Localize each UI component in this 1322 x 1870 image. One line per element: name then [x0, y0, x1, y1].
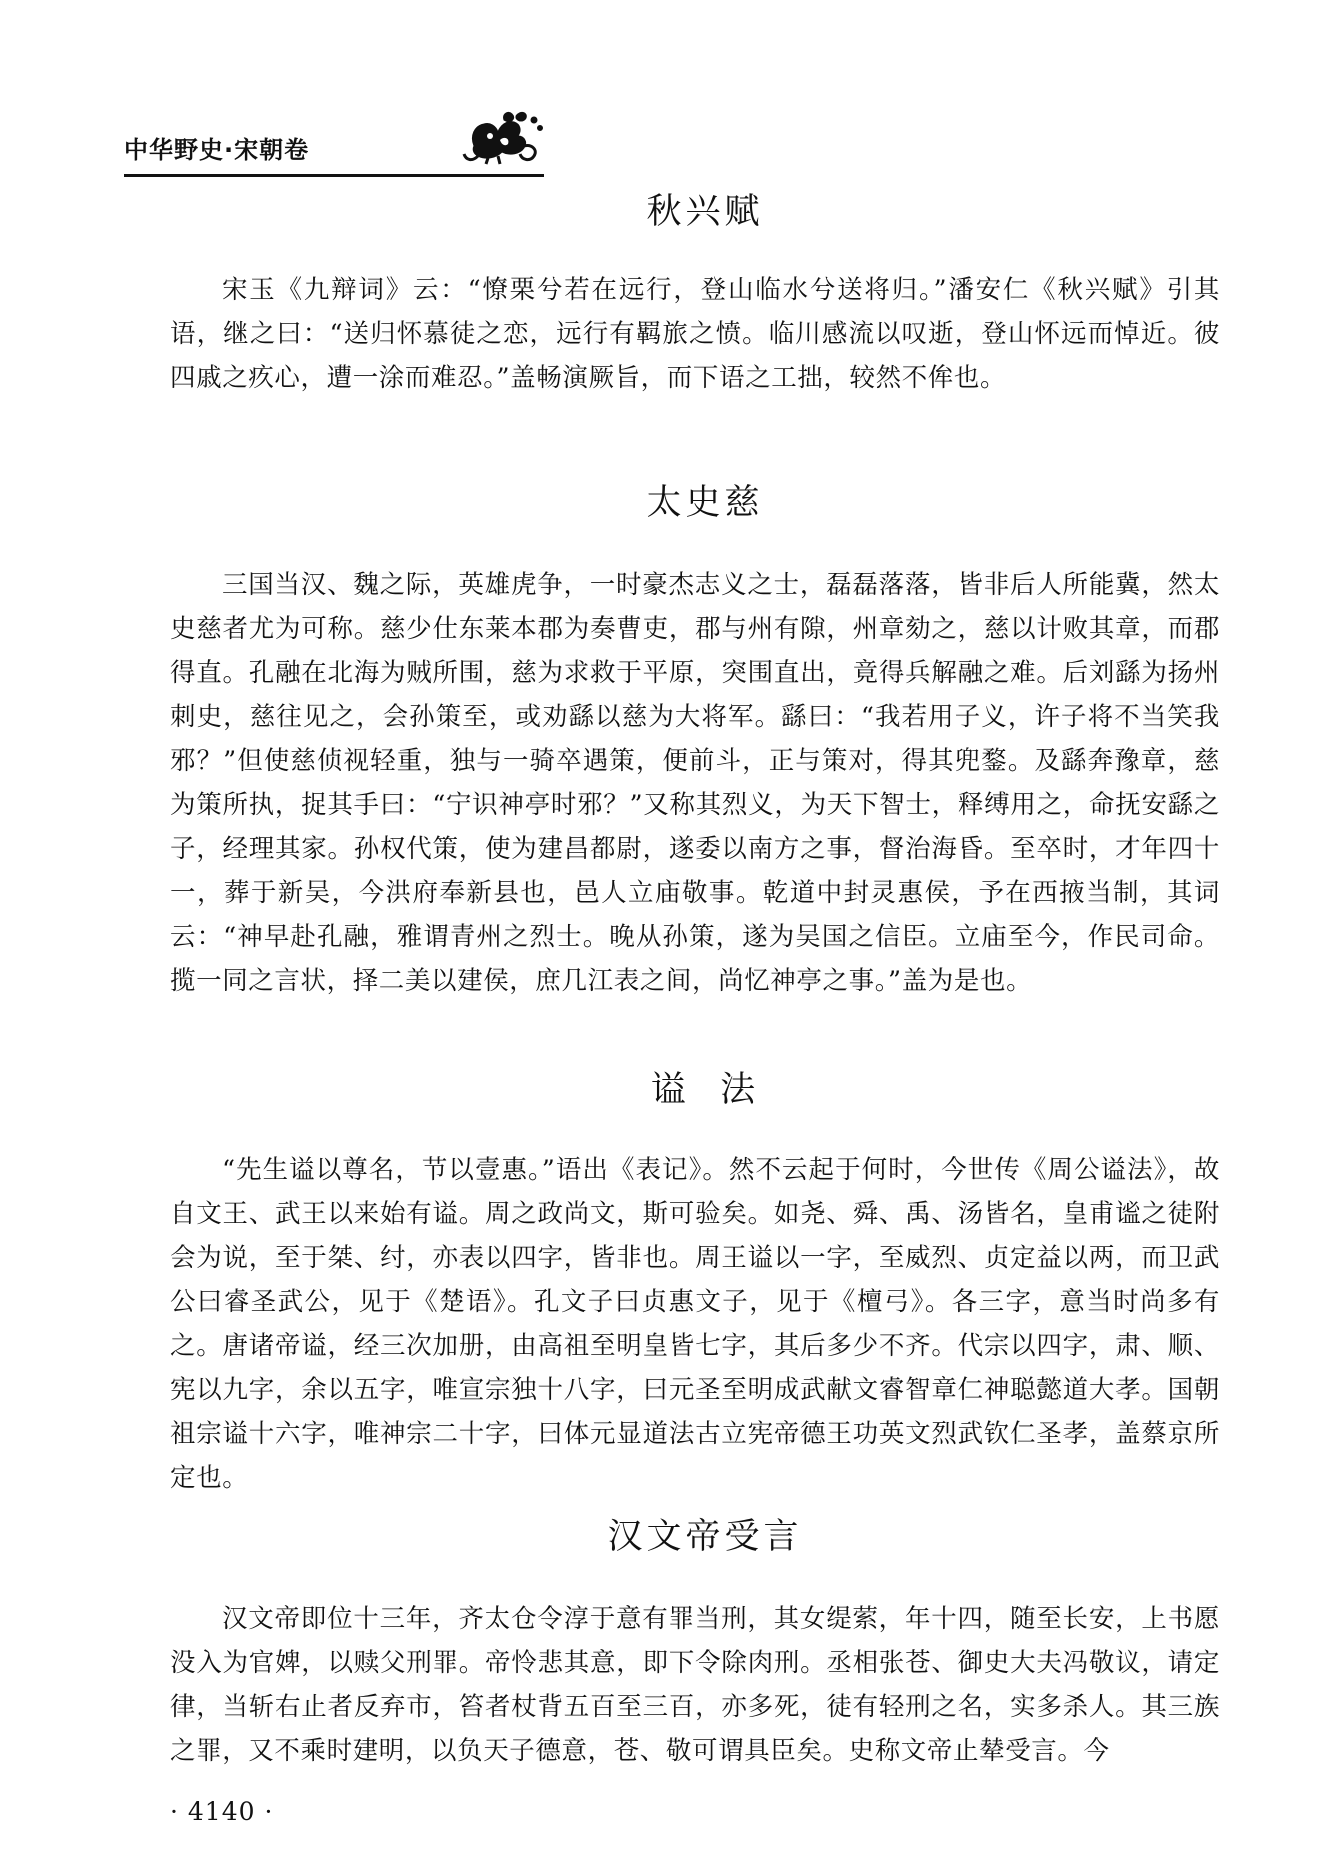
section-title: 秋兴赋: [646, 192, 764, 232]
book-title: 中华野史·宋朝卷: [124, 136, 310, 164]
section-title: 汉文帝受言: [607, 1517, 803, 1557]
section-title: 太史慈: [646, 483, 764, 523]
section-qiuxingfu: [170, 192, 1220, 400]
section-title: 谥 法: [650, 1070, 760, 1110]
paragraph: 宋玉《九辩词》云：“憭栗兮若在远行，登山临水兮送将归。”潘安仁《秋兴赋》引其语，继之曰：“送归怀慕徒之恋，远行有羁旅之愤。临川感流以叹逝，登山怀远而悼近。彼四戚之疚心，遭一涂而难忍。”盖畅演厥旨，而下语之工拙，较然不侔也。: [170, 275, 1220, 393]
paragraph: 汉文帝即位十三年，齐太仓令淳于意有罪当刑，其女缇萦，年十四，随至长安，上书愿没入为官婢，以赎父刑罪。帝怜悲其意，即下令除肉刑。丞相张苍、御史大夫冯敬议，请定律，当斩右止者反弃市，笞者杖背五百至三百，亦多死，徒有轻刑之名，实多杀人。其三族之罪，又不乘时建明，以负天子德意，苍、敬可谓具臣矣。史称文帝止辇受言。今: [170, 1604, 1220, 1766]
header-divider: [124, 174, 544, 177]
section-wendi-shouyan: [170, 1517, 1220, 1773]
running-header: [124, 106, 544, 176]
dragon-icon: [460, 106, 550, 166]
section-shifa: [170, 1070, 1220, 1500]
page-number: · 4140 ·: [170, 1797, 274, 1826]
paragraph: 三国当汉、魏之际，英雄虎争，一时豪杰志义之士，磊磊落落，皆非后人所能冀，然太史慈者尤为可称。慈少仕东莱本郡为奏曹吏，郡与州有隙，州章劾之，慈以计败其章，而郡得直。孔融在北海为贼所围，慈为求救于平原，突围直出，竟得兵解融之难。后刘繇为扬州刺史，慈往见之，会孙策至，或劝繇以慈为大将军。繇曰：“我若用子义，许子将不当笑我邪？”但使慈侦视轻重，独与一骑卒遇策，便前斗，正与策对，得其兜鍪。及繇奔豫章，慈为策所执，捉其手曰：“宁识神亭时邪？”又称其烈义，为天下智士，释缚用之，命抚安繇之子，经理其家。孙权代策，使为建昌都尉，遂委以南方之事，督治海昏。至卒时，才年四十一，葬于新吴，今洪府奉新县也，邑人立庙敬事。乾道中封灵惠侯，予在西掖当制，其词云：“神早赴孔融，雅谓青州之烈士。晚从孙策，遂为吴国之信臣。立庙至今，作民司命。揽一同之言状，择二美以建侯，庶几江表之间，尚忆神亭之事。”盖为是也。: [170, 570, 1220, 996]
paragraph: “先生谥以尊名，节以壹惠。”语出《表记》。然不云起于何时，今世传《周公谥法》，故自文王、武王以来始有谥。周之政尚文，斯可验矣。如尧、舜、禹、汤皆名，皇甫谧之徒附会为说，至于桀、纣，亦表以四字，皆非也。周王谥以一字，至威烈、贞定益以两，而卫武公曰睿圣武公，见于《楚语》。孔文子曰贞惠文子，见于《檀弓》。各三字，意当时尚多有之。唐诸帝谥，经三次加册，由高祖至明皇皆七字，其后多少不齐。代宗以四字，肃、顺、宪以九字，余以五字，唯宣宗独十八字，曰元圣至明成武献文睿智章仁神聪懿道大孝。国朝祖宗谥十六字，唯神宗二十字，曰体元显道法古立宪帝德王功英文烈武钦仁圣孝，盖蔡京所定也。: [170, 1155, 1220, 1493]
section-taishici: [170, 483, 1220, 1003]
